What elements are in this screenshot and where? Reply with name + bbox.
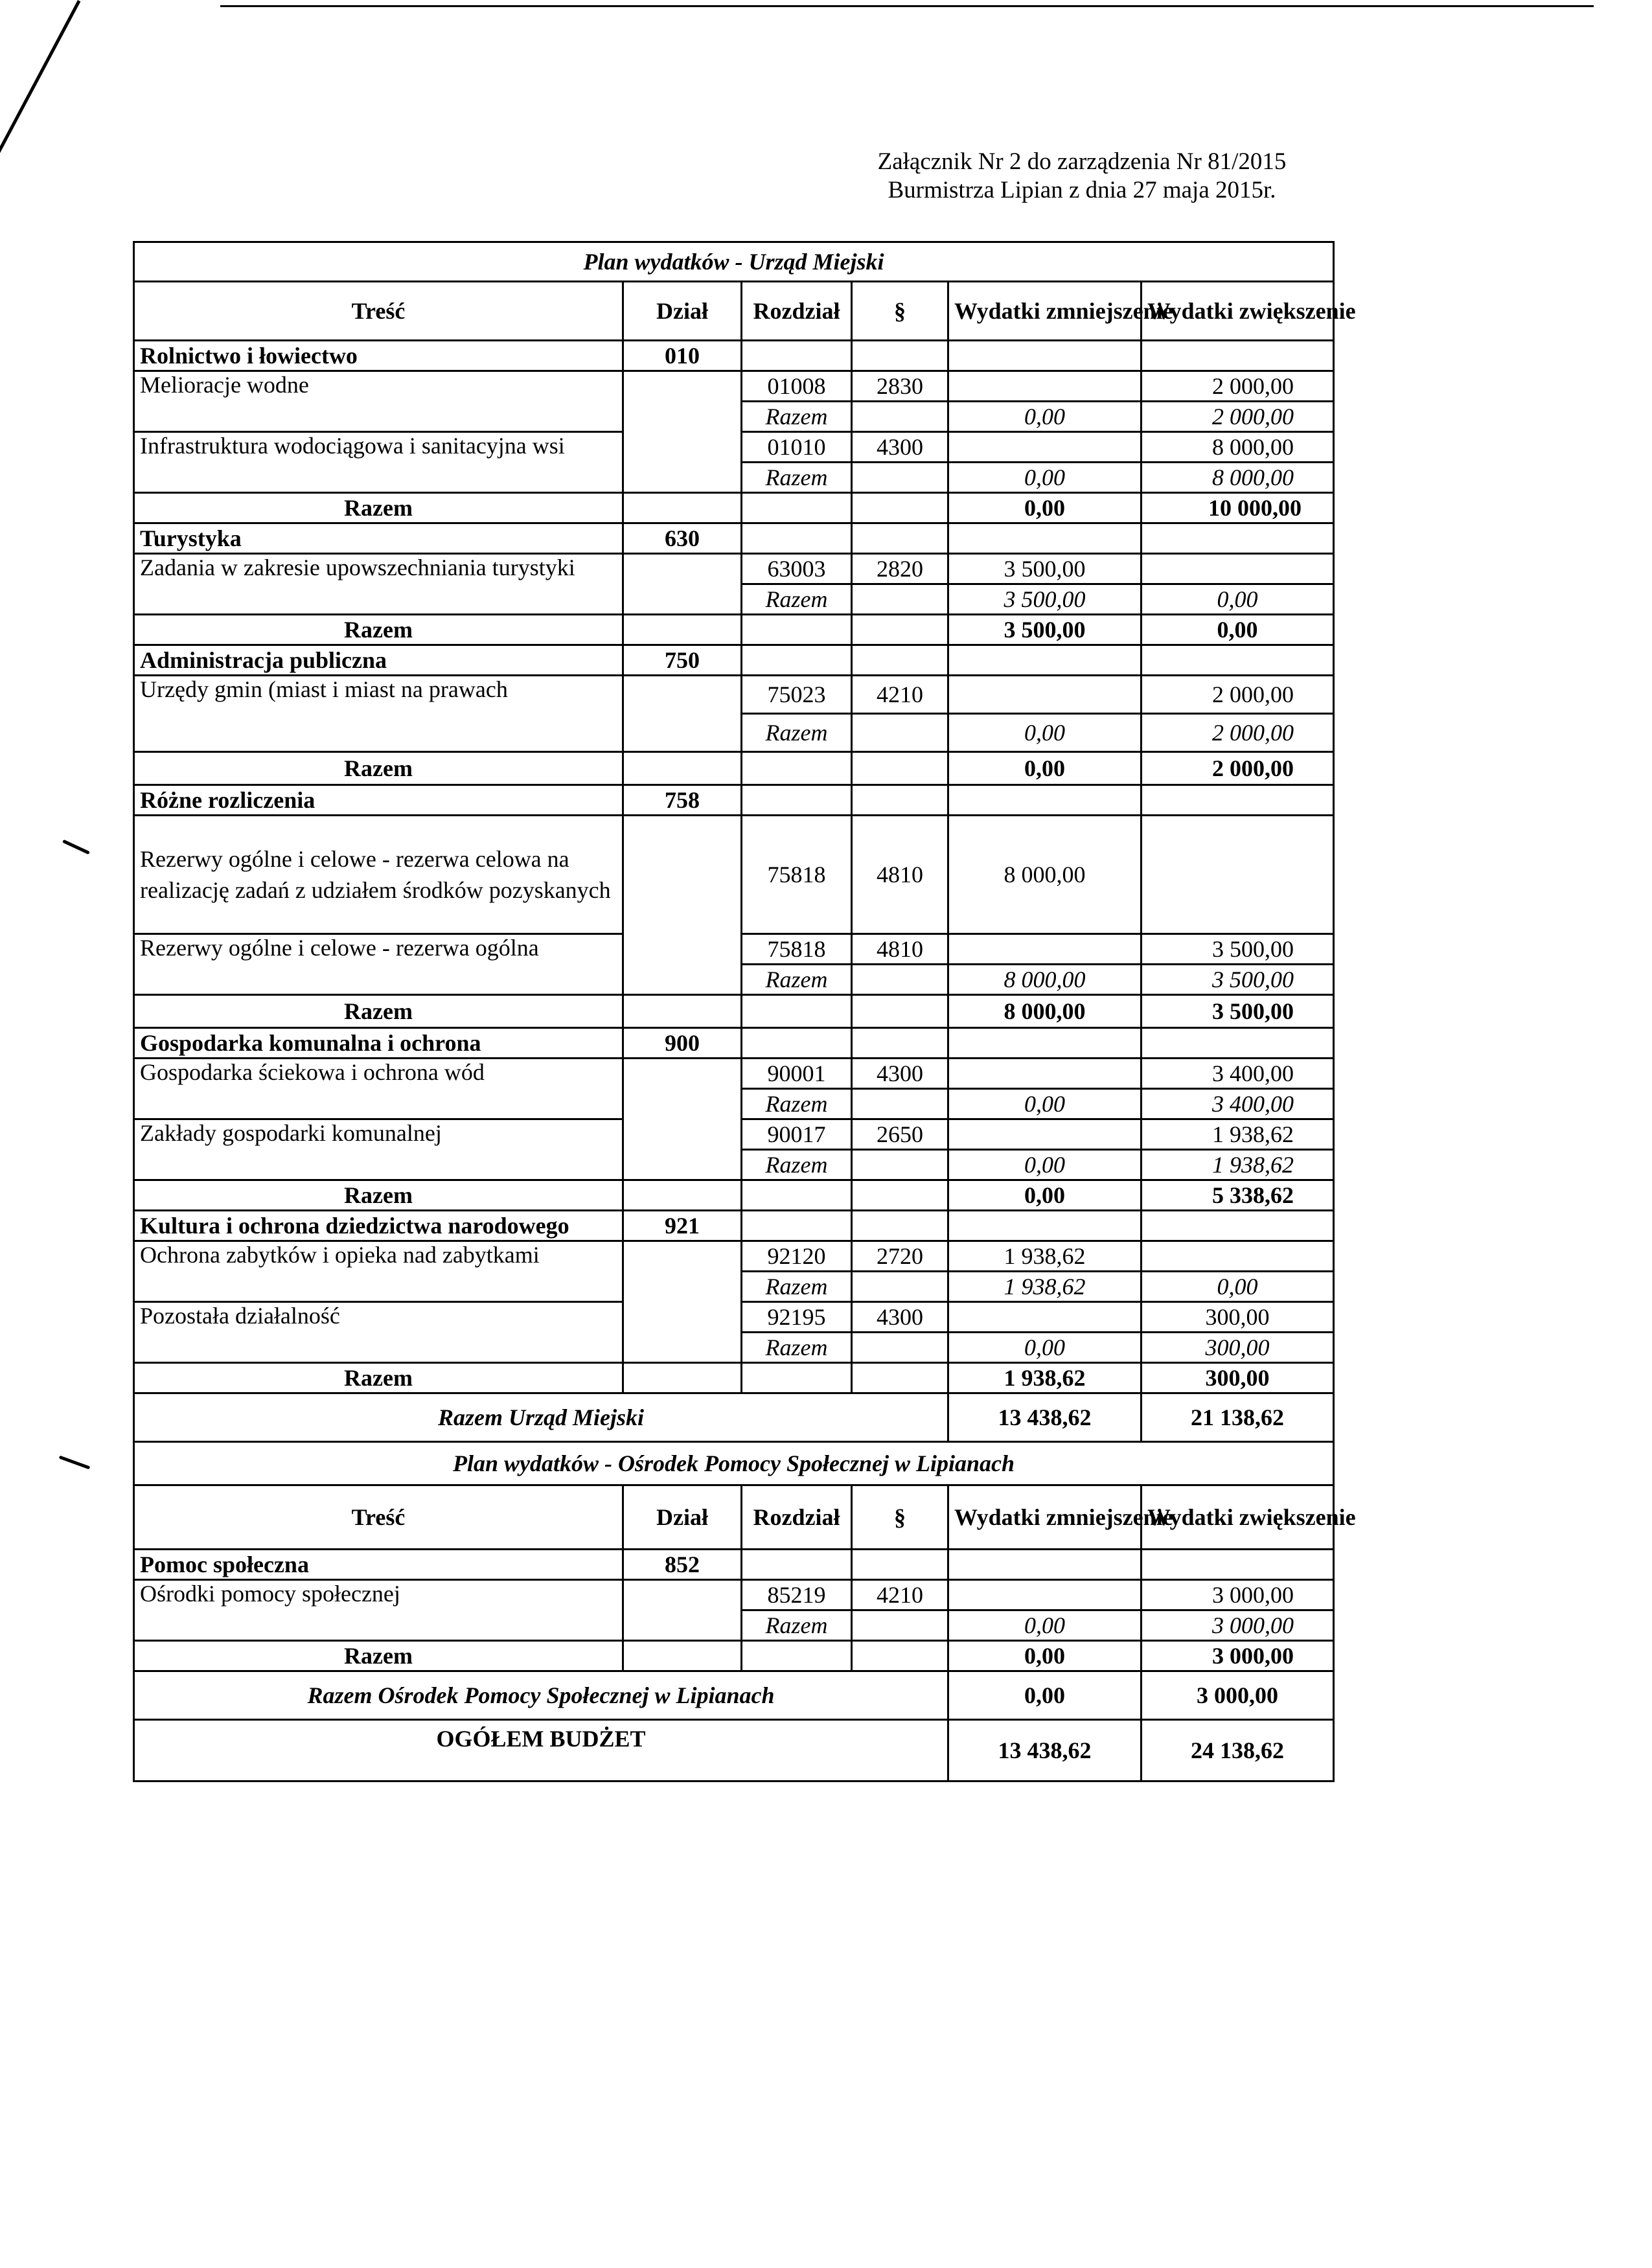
dzial-row [134,523,1334,554]
rozdzial-code: 01008 [742,371,852,402]
col-header-zmniejszenie: Wydatki zmniejszenie [948,1485,1141,1550]
dzial-row [134,645,1334,676]
dzial-total-zmniejszenie: 8 000,00 [948,995,1141,1028]
rozdzial-name: Infrastruktura wodociągowa i sanitacyjna wsi [134,432,623,493]
subtotal-label: Razem [742,1150,852,1180]
rozdzial-row [134,676,1334,714]
value-zmniejszenie: 8 000,00 [948,816,1141,934]
subtotal-zwiekszenie: 3 500,00 [1141,965,1334,995]
dzial-total-zwiekszenie: 3 000,00 [1141,1641,1334,1671]
col-header-zwiekszenie: Wydatki zwiększenie [1141,282,1334,341]
budget-total-label: OGÓŁEM BUDŻET [134,1720,948,1781]
dzial-code: 750 [623,645,742,676]
dzial-total-zwiekszenie: 10 000,00 [1141,493,1334,523]
scan-mark-left-1 [62,840,90,855]
section-title: Plan wydatków - Urząd Miejski [134,242,1334,282]
subtotal-zmniejszenie: 1 938,62 [948,1272,1141,1302]
dzial-total-zwiekszenie: 0,00 [1141,615,1334,645]
dzial-total-zwiekszenie: 300,00 [1141,1363,1334,1393]
section-grand-total-zmniejszenie: 0,00 [948,1671,1141,1720]
dzial-name: Różne rozliczenia [134,785,623,816]
paragraf-code: 4300 [852,1059,948,1089]
rozdzial-code: 63003 [742,554,852,584]
rozdzial-name: Melioracje wodne [134,371,623,432]
rozdzial-code: 75818 [742,816,852,934]
subtotal-zmniejszenie: 0,00 [948,1150,1141,1180]
scan-stroke-left [0,0,80,247]
paragraf-code: 2820 [852,554,948,584]
col-header-paragraf: § [852,282,948,341]
subtotal-zmniejszenie: 0,00 [948,463,1141,493]
subtotal-zwiekszenie: 300,00 [1141,1333,1334,1363]
subtotal-zwiekszenie: 8 000,00 [1141,463,1334,493]
rozdzial-row [134,371,1334,402]
rozdzial-code: 92195 [742,1302,852,1333]
rozdzial-name: Zakłady gospodarki komunalnej [134,1119,623,1180]
section-grand-total-zwiekszenie: 21 138,62 [1141,1393,1334,1442]
dzial-total-row [134,1363,1334,1393]
value-zmniejszenie: 3 500,00 [948,554,1141,584]
rozdzial-name: Pozostała działalność [134,1302,623,1363]
budget-total-zmniejszenie: 13 438,62 [948,1720,1141,1781]
dzial-row [134,785,1334,816]
subtotal-zmniejszenie: 0,00 [948,402,1141,432]
paragraf-code: 4210 [852,676,948,714]
section-title: Plan wydatków - Ośrodek Pomocy Społecznej w Lipianach [134,1442,1334,1485]
value-zwiekszenie: 3 400,00 [1141,1059,1334,1089]
value-zmniejszenie: 1 938,62 [948,1241,1141,1272]
dzial-name: Turystyka [134,523,623,554]
dzial-row [134,1211,1334,1241]
dzial-row [134,341,1334,371]
subtotal-zwiekszenie: 2 000,00 [1141,714,1334,752]
dzial-code: 630 [623,523,742,554]
rozdzial-code: 75818 [742,934,852,965]
subtotal-zwiekszenie: 0,00 [1141,1272,1334,1302]
paragraf-code: 2650 [852,1119,948,1150]
budget-table-urzad-miejski [133,241,1356,1782]
dzial-total-label: Razem [134,493,623,523]
subtotal-zwiekszenie: 1 938,62 [1141,1150,1334,1180]
paragraf-code: 4810 [852,816,948,934]
dzial-total-zmniejszenie: 0,00 [948,493,1141,523]
section-grand-total-row [134,1393,1334,1442]
dzial-total-row [134,493,1334,523]
value-zwiekszenie: 1 938,62 [1141,1119,1334,1150]
dzial-total-label: Razem [134,752,623,785]
subtotal-zwiekszenie: 3 400,00 [1141,1089,1334,1119]
subtotal-zwiekszenie: 3 000,00 [1141,1610,1334,1641]
col-header-paragraf: § [852,1485,948,1550]
value-zwiekszenie: 3 000,00 [1141,1580,1334,1610]
paragraf-code: 4300 [852,432,948,463]
subtotal-zmniejszenie: 8 000,00 [948,965,1141,995]
dzial-name: Kultura i ochrona dziedzictwa narodowego [134,1211,623,1241]
dzial-code: 900 [623,1028,742,1059]
col-header-rozdzial: Rozdział [742,282,852,341]
rozdzial-row [134,816,1334,934]
subtotal-label: Razem [742,714,852,752]
dzial-total-row [134,995,1334,1028]
subtotal-zmniejszenie: 3 500,00 [948,584,1141,615]
dzial-code: 010 [623,341,742,371]
paragraf-code: 2720 [852,1241,948,1272]
rozdzial-name: Ośrodki pomocy społecznej [134,1580,623,1641]
dzial-total-row [134,1641,1334,1671]
paragraf-code: 4300 [852,1302,948,1333]
section-title-row [134,1442,1334,1485]
rozdzial-code: 75023 [742,676,852,714]
col-header-tresc: Treść [134,1485,623,1550]
rozdzial-name: Ochrona zabytków i opieka nad zabytkami [134,1241,623,1302]
value-zwiekszenie: 3 500,00 [1141,934,1334,965]
rozdzial-code: 90017 [742,1119,852,1150]
section-grand-total-label: Razem Ośrodek Pomocy Społecznej w Lipianach [134,1671,948,1720]
scan-mark-left-2 [59,1456,91,1470]
dzial-total-zwiekszenie: 5 338,62 [1141,1180,1334,1211]
rozdzial-code: 92120 [742,1241,852,1272]
subtotal-zmniejszenie: 0,00 [948,714,1141,752]
col-header-tresc: Treść [134,282,623,341]
budget-total-row [134,1720,1334,1781]
paragraf-code: 4810 [852,934,948,965]
dzial-total-label: Razem [134,615,623,645]
document-heading [823,148,1341,205]
value-zwiekszenie: 8 000,00 [1141,432,1334,463]
budget-total-zwiekszenie: 24 138,62 [1141,1720,1334,1781]
col-header-zwiekszenie: Wydatki zwiększenie [1141,1485,1334,1550]
dzial-name: Pomoc społeczna [134,1550,623,1580]
col-header-dzial: Dział [623,282,742,341]
dzial-total-row [134,1180,1334,1211]
rozdzial-code: 90001 [742,1059,852,1089]
rozdzial-name: Gospodarka ściekowa i ochrona wód [134,1059,623,1119]
section-grand-total-label: Razem Urząd Miejski [134,1393,948,1442]
dzial-code: 921 [623,1211,742,1241]
subtotal-label: Razem [742,402,852,432]
section-grand-total-zwiekszenie: 3 000,00 [1141,1671,1334,1720]
dzial-total-zwiekszenie: 3 500,00 [1141,995,1334,1028]
subtotal-label: Razem [742,584,852,615]
dzial-total-zmniejszenie: 0,00 [948,1641,1141,1671]
dzial-total-row [134,752,1334,785]
dzial-total-zmniejszenie: 3 500,00 [948,615,1141,645]
subtotal-label: Razem [742,1610,852,1641]
value-zwiekszenie: 2 000,00 [1141,371,1334,402]
dzial-total-label: Razem [134,1641,623,1671]
scan-line-top [220,5,1594,7]
subtotal-label: Razem [742,1089,852,1119]
subtotal-label: Razem [742,965,852,995]
subtotal-zmniejszenie: 0,00 [948,1089,1141,1119]
dzial-total-zwiekszenie: 2 000,00 [1141,752,1334,785]
subtotal-label: Razem [742,463,852,493]
dzial-row [134,1028,1334,1059]
paragraf-code: 4210 [852,1580,948,1610]
subtotal-zmniejszenie: 0,00 [948,1333,1141,1363]
col-header-zmniejszenie: Wydatki zmniejszenie [948,282,1141,341]
dzial-name: Administracja publiczna [134,645,623,676]
dzial-total-label: Razem [134,995,623,1028]
rozdzial-row [134,1241,1334,1272]
rozdzial-name: Zadania w zakresie upowszechniania turystyki [134,554,623,615]
heading-line-1: Załącznik Nr 2 do zarządzenia Nr 81/2015 [877,148,1287,175]
dzial-name: Gospodarka komunalna i ochrona [134,1028,623,1059]
rozdzial-row [134,554,1334,584]
rozdzial-name: Rezerwy ogólne i celowe - rezerwa celowa na realizację zadań z udziałem środków pozyskanych [134,816,623,934]
dzial-total-zmniejszenie: 0,00 [948,1180,1141,1211]
subtotal-label: Razem [742,1333,852,1363]
rozdzial-name: Rezerwy ogólne i celowe - rezerwa ogólna [134,934,623,995]
dzial-code: 852 [623,1550,742,1580]
section-title-row [134,242,1334,282]
dzial-total-row [134,615,1334,645]
rozdzial-code: 01010 [742,432,852,463]
column-header-row [134,1485,1334,1550]
col-header-rozdzial: Rozdział [742,1485,852,1550]
subtotal-zwiekszenie: 2 000,00 [1141,402,1334,432]
paragraf-code: 2830 [852,371,948,402]
dzial-code: 758 [623,785,742,816]
column-header-row [134,282,1334,341]
dzial-total-label: Razem [134,1363,623,1393]
section-grand-total-zmniejszenie: 13 438,62 [948,1393,1141,1442]
dzial-total-label: Razem [134,1180,623,1211]
value-zwiekszenie: 2 000,00 [1141,676,1334,714]
rozdzial-code: 85219 [742,1580,852,1610]
dzial-name: Rolnictwo i łowiectwo [134,341,623,371]
rozdzial-name: Urzędy gmin (miast i miast na prawach [134,676,623,752]
dzial-row [134,1550,1334,1580]
dzial-total-zmniejszenie: 1 938,62 [948,1363,1141,1393]
rozdzial-row [134,1580,1334,1610]
value-zwiekszenie: 300,00 [1141,1302,1334,1333]
dzial-total-zmniejszenie: 0,00 [948,752,1141,785]
heading-line-2: Burmistrza Lipian z dnia 27 maja 2015r. [888,177,1276,203]
subtotal-zmniejszenie: 0,00 [948,1610,1141,1641]
section-grand-total-row [134,1671,1334,1720]
rozdzial-row [134,1059,1334,1089]
col-header-dzial: Dział [623,1485,742,1550]
subtotal-label: Razem [742,1272,852,1302]
subtotal-zwiekszenie: 0,00 [1141,584,1334,615]
